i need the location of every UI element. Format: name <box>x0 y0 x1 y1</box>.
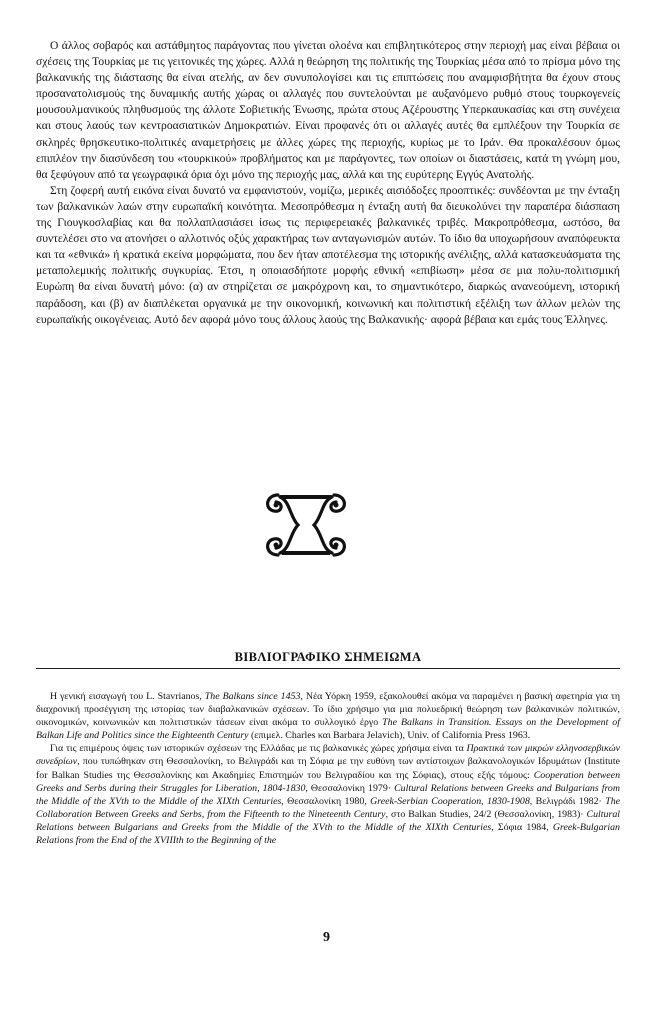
text-run: , Νέα Υόρκη 1959, εξακολουθεί ακόμα να παραμένει η βασική αφετηρία για τη διαχρονική προσέγγιση της ιστορίας των διαβαλκανικών σχέσεων. Το ίδιο χρήσιμο για μια πολυεδρική θεώρηση των βαλκανικών πολιτικών, οικονομικών, κοινωνικών και πολιτιστικών τάσεων είναι ακόμα το συλλογικό έργο <box>36 691 620 729</box>
body-paragraph-2: Στη ζοφερή αυτή εικόνα είναι δυνατό να εμφανιστούν, νομίζω, μερικές αισιόδοξες προοπτικές: συνδέονται με την ένταξη των βαλκανικών λαών στην ευρωπαϊκή κοινότητα. Μεσοπρόθεσμα η ένταξη αυτή θα διευκολύνει την παραπέρα διάσπαση της Γιουγκοσλαβίας και θα πολλαπλασιάσει ίσως τις περιφερειακές βαλκανικές τριβές. Μακροπρόθεσμα, ωστόσο, θα συντελέσει στο να ατονήσει ο αλλοτινός οξύς χαρακτήρας των ανταγωνισμών αυτών. Το ίδιο θα υποχωρήσουν αναπόφευκτα και τα «εθνικά» ή κρατικά εκείνα μορφώματα, που δεν ήταν αποτέλεσμα της ιστορικής ανέλιξης, αλλά κατασκευάσματα της μεταπολεμικής πολιτικής συγκυρίας. Έτσι, η οποιασδήποτε μορφής εθνική «επιβίωση» μέσα σε μια πολυ-πολιτισμική Ευρώπη θα είναι δυνατή μόνο: (α) αν στηρίζεται σε μακρόχρονη και, το σημαντικότερο, διαρκώς ανανεούμενη, ιστορική παράδοση, και (β) αν διαπλέκεται οργανικά με την οικονομική, κοινωνική και πολιτιστική εξέλιξη των άλλων μελών της ευρωπαϊκής οικογένειας. Αυτό δεν αφορά μόνο τους άλλους λαούς της Βαλκανικής· αφορά βέβαια και εμάς τους Έλληνες. <box>36 183 620 326</box>
bibliography-paragraph-2 <box>36 742 620 847</box>
book-title: The Balkans since 1453 <box>204 691 301 702</box>
book-title: Πρακτικά των μικρών ελληνοσερβικών συνεδρίων <box>36 743 620 768</box>
book-title: Cultural Relations between Greeks and Bulgarians from the Middle of the XVth to the Middle of the XIXth Centuries <box>36 782 620 807</box>
text-run: , που τυπώθηκαν στη Θεσσαλονίκη, το Βελιγράδι και τη Σόφια με την ευθύνη των αντίστοιχων βαλκανολογικών Ιδρυμάτων (Institute for Balkan Studies της Θεσσαλονίκης και Ακαδημίες Επιστημών του Βελιγραδίου και της Σόφιας), στους εξής τόμους: <box>36 756 620 781</box>
book-title: The Balkans in Transition. Essays on the Development of Balkan Life and Politics since the Eighteenth Century <box>36 717 620 742</box>
bibliography-notes <box>36 690 620 847</box>
text-run: , στο Balkan Studies, 24/2 (Θεσσαλονίκη, 1983)· <box>385 808 587 820</box>
decorative-scroll-ornament-icon <box>256 487 356 563</box>
book-title: Cooperation between Greeks and Serbs during their Struggles for Liberation, 1804-1830 <box>36 769 621 794</box>
book-title: Greek-Serbian Cooperation, 1830-1908 <box>370 795 530 807</box>
book-title: The Collaboration Between Greeks and Serbs, from the Fifteenth to the Nineteenth Century <box>36 795 621 820</box>
text-run: (επιμελ. Charles και Barbara Jelavich), Univ. of California Press 1963. <box>248 730 531 742</box>
text-run: Για τις επιμέρους όψεις των ιστορικών σχέσεων της Ελλάδας με τις βαλκανικές χώρες χρήσιμα είναι τα <box>50 743 467 755</box>
bibliography-paragraph-1 <box>36 690 620 742</box>
bibliography-divider <box>36 668 620 669</box>
text-run: , Θεσσαλονίκη 1980, <box>281 795 371 807</box>
text-run: , Βελιγράδι 1982· <box>529 795 606 807</box>
book-title: Greek-Bulgarian Relations from the End of the XVIIIth to the Beginning of the <box>36 821 620 847</box>
page-number: 9 <box>323 930 330 945</box>
bibliography-heading: ΒΙΒΛΙΟΓΡΑΦΙΚΟ ΣΗΜΕΙΩΜΑ <box>234 650 422 664</box>
book-title: Cultural Relations between Bulgarians and Greeks from the Middle of the XVth to the Middle of the XIXth Centuries <box>36 808 621 833</box>
text-run: , Σόφια 1984, <box>491 821 553 833</box>
main-body-text <box>36 38 620 328</box>
body-paragraph-1: Ο άλλος σοβαρός και αστάθμητος παράγοντας που γίνεται ολοένα και επιβλητικότερος στην περιοχή μας είναι βέβαια οι σχέσεις της Τουρκίας με τις γειτονικές της χώρες. Αλλά η θεώρηση της πολιτικής της Τουρκίας μέσα από το πρίσμα μόνο της βαλκανικής της διάστασης θα είναι ατελής, αν δεν συνυπολογίσει και τις επιπτώσεις που αναμφισβήτητα θα έχουν στους προσανατολισμούς της δυναμικής αυτής χώρας οι αλλαγές που συντελούνται με αυξανόμενο ρυθμό στους τουρκογενείς μουσουλμανικούς πληθυσμούς της άλλοτε Σοβιετικής Ένωσης, πρώτα στους Αζέρουστης Υπερκαυκασίας και στη συνέχεια και στους λαούς των κεντροασιατικών Δημοκρατιών. Είναι προφανές ότι οι αλλαγές αυτές θα εμπλέξουν την Τουρκία σε σκληρές θρησκευτικο-πολιτικές αναμετρήσεις με άλλες χώρες της περιοχής, κυρίως με το Ιράν. Θα προκαλέσουν όμως επιπλέον την διασύνδεση του «τουρκικού» προβλήματος και με παράγοντες, των οποίων οι διαστάσεις, κατά τη γνώμη μου, θα ξεφύγουν από τα γεωγραφικά όρια όχι μόνο της περιοχής μας, αλλά και της ευρύτερης Εγγύς Ανατολής. <box>36 39 620 181</box>
text-run: , Θεσσαλονίκη 1979· <box>305 782 395 794</box>
text-run: Η γενική εισαγωγή του L. Stavrianos, <box>50 691 205 702</box>
